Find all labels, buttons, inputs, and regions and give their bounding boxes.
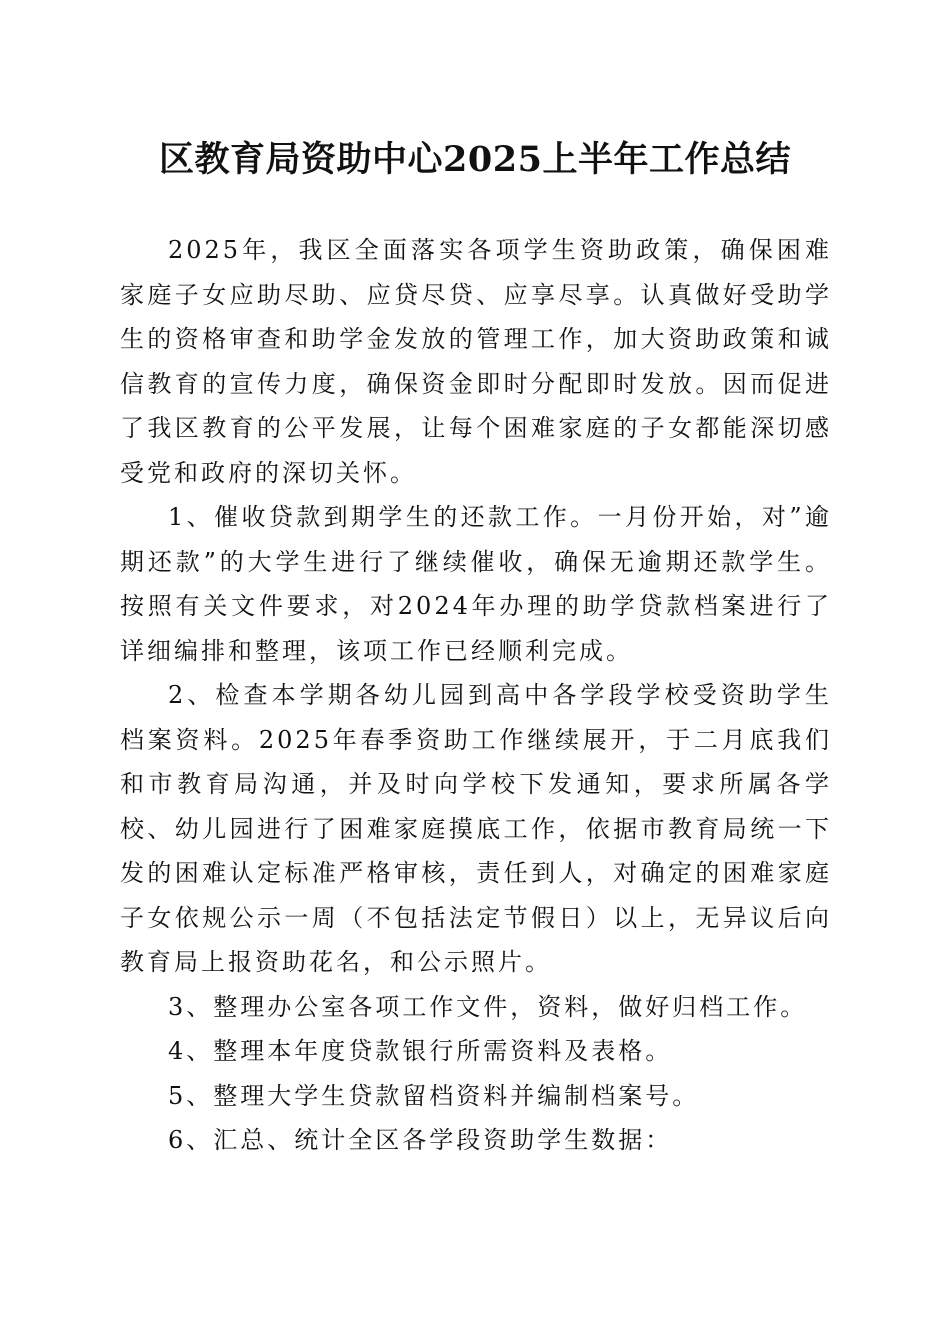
paragraph-item-2: 2、检查本学期各幼儿园到高中各学段学校受资助学生档案资料。2025年春季资助工作继续展开，于二月底我们和市教育局沟通，并及时向学校下发通知，要求所属各学校、幼儿园进行了困难家庭摸底工作，依据市教育局统一下发的困难认定标准严格审核，责任到人，对确定的困难家庭子女依规公示一周（不包括法定节假日）以上，无异议后向教育局上报资助花名，和公示照片。 [120,681,832,976]
paragraph-item-3: 3、整理办公室各项工作文件，资料，做好归档工作。 [168,992,808,1021]
paragraph-item-4: 4、整理本年度贷款银行所需资料及表格。 [168,1037,673,1065]
paragraph-item-5: 5、整理大学生贷款留档资料并编制档案号。 [168,1081,700,1110]
document-title: 区教育局资助中心2025上半年工作总结 [159,139,791,180]
paragraph-item-1: 1、催收贷款到期学生的还款工作。一月份开始，对”逾期还款”的大学生进行了继续催收，确保无逾期还款学生。按照有关文件要求，对2024年办理的助学贷款档案进行了详细编排和整理，该项工作已经顺利完成。 [120,503,832,665]
paragraph-item-6: 6、汇总、统计全区各学段资助学生数据： [168,1126,673,1154]
paragraph-intro: 2025年，我区全面落实各项学生资助政策，确保困难家庭子女应助尽助、应贷尽贷、应享尽享。认真做好受助学生的资格审查和助学金发放的管理工作，加大资助政策和诚信教育的宣传力度，确保资金即时分配即时发放。因而促进了我区教育的公平发展，让每个困难家庭的子女都能深切感受党和政府的深切关怀。 [120,236,832,487]
document-body [120,228,832,1163]
